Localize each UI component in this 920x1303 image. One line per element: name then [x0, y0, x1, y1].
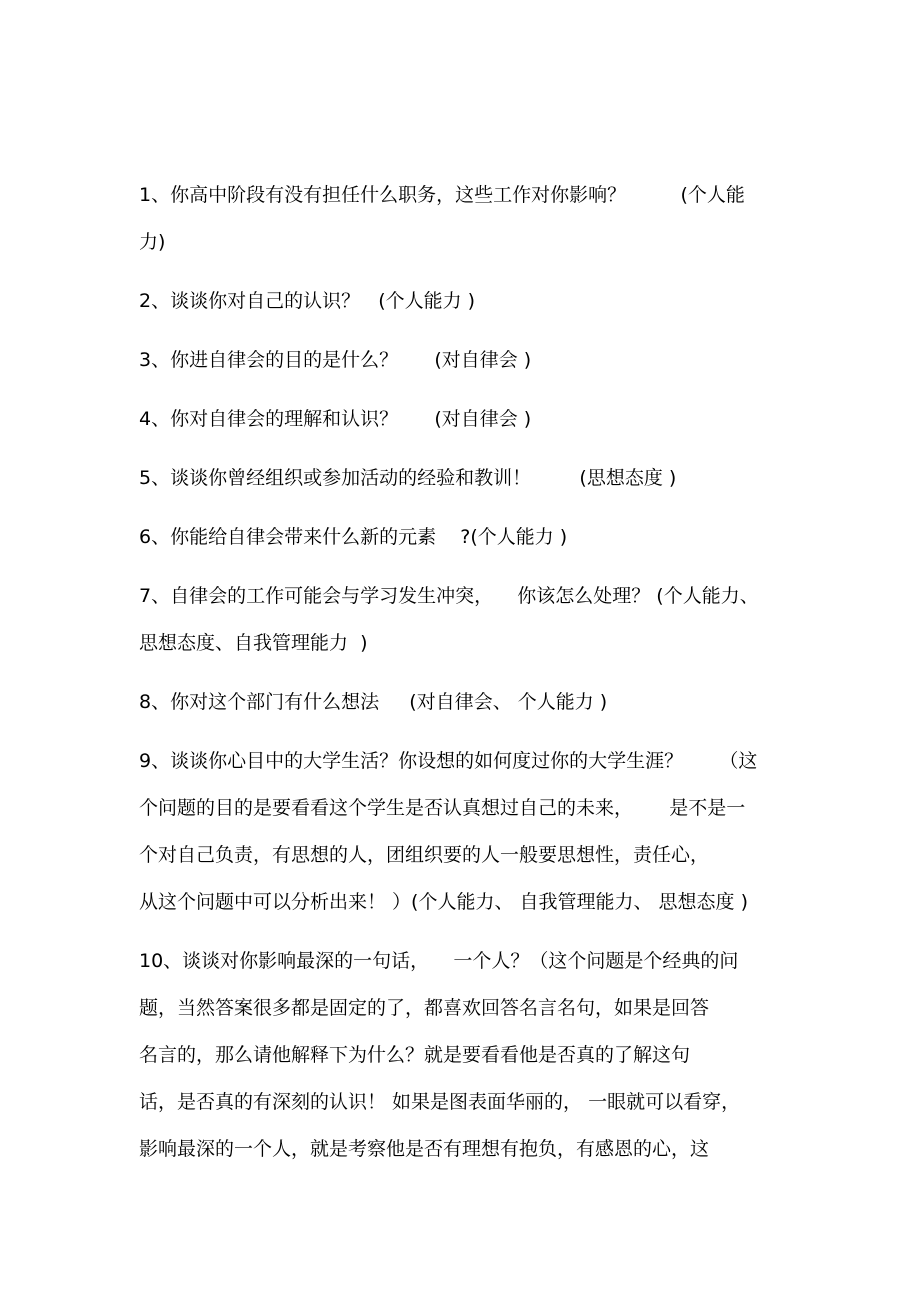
text-line: 话，是否真的有深刻的认识！ 如果是图表面华丽的， 一眼就可以看穿，: [139, 1091, 741, 1113]
text-line: 6、你能给自律会带来什么新的元素 ?(个人能力 ): [139, 526, 568, 548]
text-line: 5、谈谈你曾经组织或参加活动的经验和教训！ (思想态度 ): [139, 467, 677, 489]
question-3: [139, 348, 789, 372]
text-line: 1、你高中阶段有没有担任什么职务，这些工作对你影响？ (个人能: [139, 184, 745, 206]
text-line: 7、自律会的工作可能会与学习发生冲突， 你该怎么处理？ (个人能力、: [139, 585, 759, 607]
text-line: 个对自己负责，有思想的人，团组织要的人一般要思想性，责任心，: [139, 844, 710, 866]
question-5: [139, 466, 789, 490]
question-7: [139, 584, 789, 655]
text-line: 影响最深的一个人，就是考察他是否有理想有抱负，有感恩的心，这: [139, 1138, 710, 1160]
text-line: 从这个问题中可以分析出来！ ）(个人能力、 自我管理能力、 思想态度 ): [139, 891, 748, 913]
text-line: 4、你对自律会的理解和认识？ (对自律会 ): [139, 408, 532, 430]
question-8: [139, 690, 789, 714]
text-line: 3、你进自律会的目的是什么？ (对自律会 ): [139, 349, 532, 371]
question-10: [139, 949, 789, 1161]
text-line: 力): [139, 231, 166, 253]
text-line: 思想态度、自我管理能力 ): [139, 632, 368, 654]
text-line: 2、谈谈你对自己的认识？ (个人能力 ): [139, 290, 476, 312]
question-9: [139, 749, 789, 914]
text-line: 题，当然答案很多都是固定的了，都喜欢回答名言名句，如果是回答: [139, 997, 710, 1019]
text-line: 10、谈谈对你影响最深的一句话， 一个人？（这个问题是个经典的问: [139, 950, 739, 972]
text-line: 9、谈谈你心目中的大学生活？你设想的如何度过你的大学生涯？ （这: [139, 750, 758, 772]
question-list: [139, 183, 789, 1161]
question-4: [139, 407, 789, 431]
text-line: 8、你对这个部门有什么想法 (对自律会、 个人能力 ): [139, 691, 608, 713]
question-1: [139, 183, 789, 254]
question-2: [139, 289, 789, 313]
question-6: [139, 525, 789, 549]
text-line: 名言的，那么请他解释下为什么？就是要看看他是否真的了解这句: [139, 1044, 691, 1066]
text-line: 个问题的目的是要看看这个学生是否认真想过自己的未来， 是不是一: [139, 797, 746, 819]
